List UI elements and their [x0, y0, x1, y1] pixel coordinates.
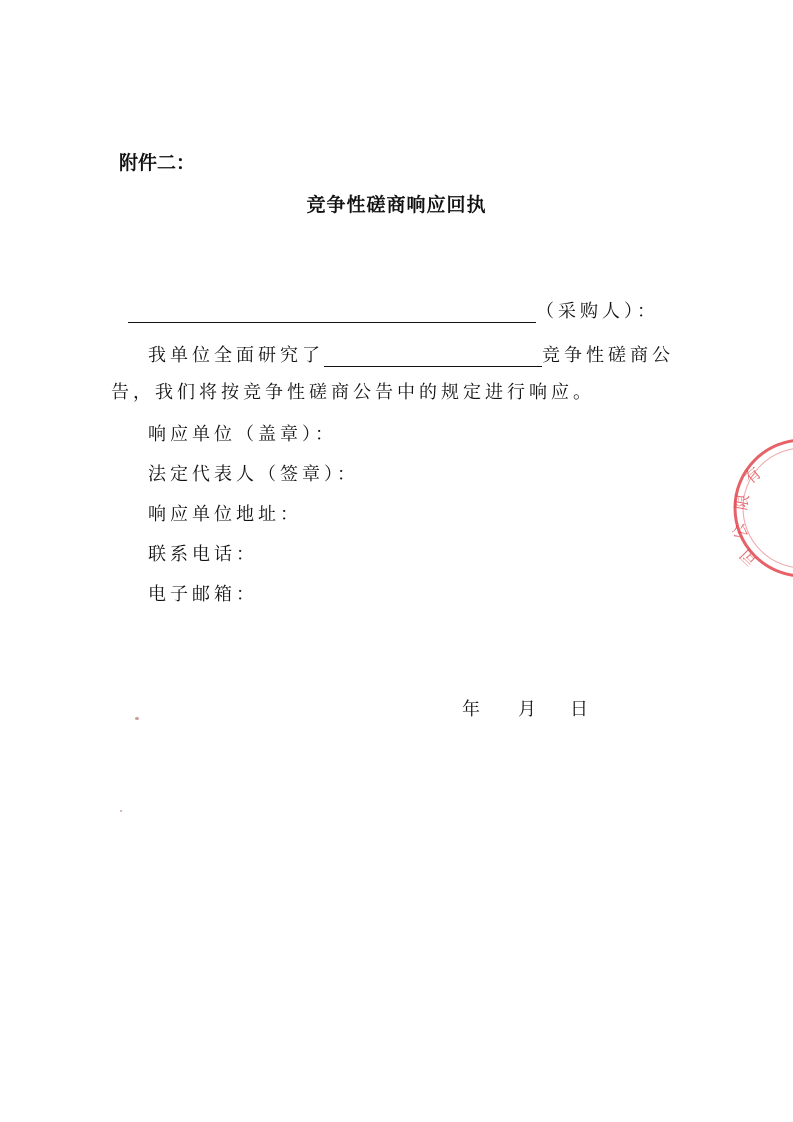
date-month: 月 [518, 699, 536, 720]
announcement-blank [324, 346, 542, 367]
statement-suffix: 竞争性磋商公 [542, 345, 674, 366]
field-responder-unit: 响应单位（盖章）： [148, 424, 337, 445]
purchaser-line [128, 297, 659, 323]
date-year: 年 [462, 699, 480, 720]
field-responder-address: 响应单位地址： [148, 504, 302, 525]
document-title: 竞争性磋商响应回执 [306, 194, 487, 216]
date-day: 日 [570, 699, 588, 720]
statement-line-2: 告，我们将按竞争性磋商公告中的规定进行响应。 [111, 382, 595, 403]
svg-text:公: 公 [730, 520, 752, 542]
purchaser-suffix: （采购人）： [536, 301, 659, 322]
field-legal-representative: 法定代表人（签章）： [148, 464, 359, 485]
svg-text:限: 限 [733, 492, 753, 512]
scan-speck [135, 717, 139, 720]
field-contact-phone: 联系电话： [148, 544, 258, 565]
purchaser-blank [128, 302, 536, 323]
svg-text:司: 司 [737, 544, 761, 569]
scan-speck [120, 810, 122, 812]
field-email: 电子邮箱： [148, 584, 258, 605]
annex-label: 附件二： [119, 152, 196, 174]
statement-prefix: 我单位全面研究了 [148, 345, 324, 366]
company-seal-stamp [728, 433, 793, 583]
svg-text:有: 有 [741, 464, 765, 489]
statement-line-1 [148, 341, 674, 367]
